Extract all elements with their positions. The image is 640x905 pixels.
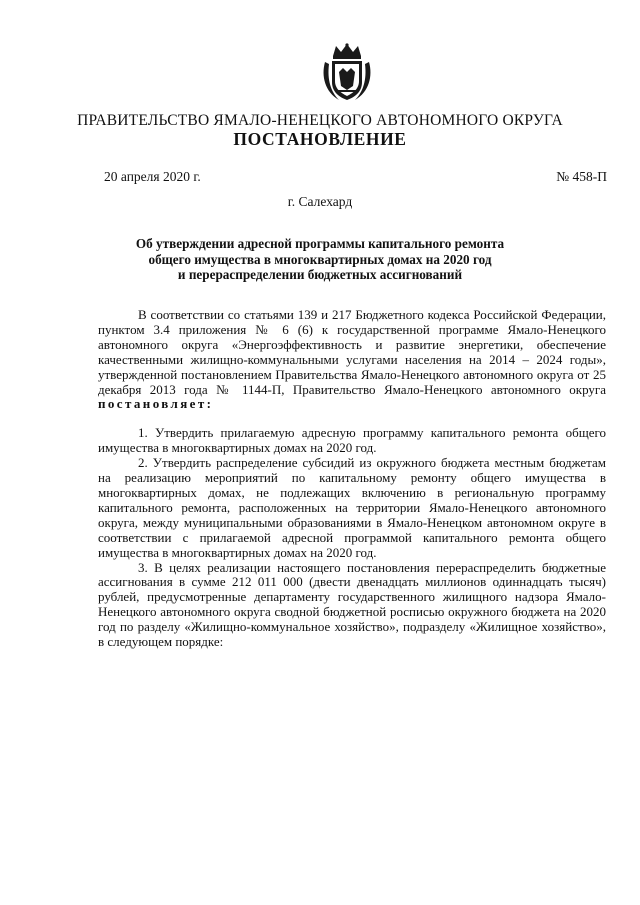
organization-name: ПРАВИТЕЛЬСТВО ЯМАЛО-НЕНЕЦКОГО АВТОНОМНОГО ОКРУГА [77,112,563,129]
coat-of-arms-icon [321,42,373,104]
resolves-word: постановляет: [98,396,214,412]
document-city: г. Салехард [287,194,353,209]
document-date: 20 апреля 2020 г. [104,169,201,184]
clause-1: 1. Утвердить прилагаемую адресную программу капитального ремонта общего имущества в многоквартирных домах на 2020 год. [98,425,606,456]
document-title [60,236,580,283]
document-number: № 458-П [556,169,607,184]
preamble-text: В соответствии со статьями 139 и 217 Бюджетного кодекса Российской Федерации, пунктом 3.4 приложения № 6 (6) к государственной программе Ямало-Ненецкого автономного округа «Энергоэффективность и развитие энергетики, обеспечение качественными жилищно-коммунальными услугами населения на 2014 – 2024 годы», утвержденной постановлением Правительства Ямало-Ненецкого автономного округа от 25 декабря 2013 года № 1144-П, Правительство Ямало-Ненецкого автономного округа [98,307,606,397]
title-line: общего имущества в многоквартирных домах на 2020 год [148,251,492,267]
title-line: и перераспределении бюджетных ассигнований [177,267,463,283]
title-line: Об утверждении адресной программы капитального ремонта [135,236,505,251]
clause-2: 2. Утвердить распределение субсидий из окружного бюджета местным бюджетам на реализацию мероприятий по капитальному ремонту общего имущества в многоквартирных домах, не подлежащих включению в региональную программу капитального ремонта, расположенных на территории Ямало-Ненецкого автономного округа, между муниципальными образованиями в Ямало-Ненецком автономном округе в соответствии с прилагаемой адресной программой капитального ремонта общего имущества в многоквартирных домах на 2020 год. [98,455,606,560]
clause-3: 3. В целях реализации настоящего постановления перераспределить бюджетные ассигнования в сумме 212 011 000 (двести двенадцать миллионов одиннадцать тысяч) рублей, предусмотренные департаменту государственного жилищного надзора Ямало-Ненецкого автономного округа сводной бюджетной росписью окружного бюджета на 2020 год по разделу «Жилищно-коммунальное хозяйство», подразделу «Жилищное хозяйство», в следующем порядке: [98,559,606,650]
preamble-paragraph [98,308,606,412]
document-body [98,308,606,650]
document-type: ПОСТАНОВЛЕНИЕ [233,129,407,149]
